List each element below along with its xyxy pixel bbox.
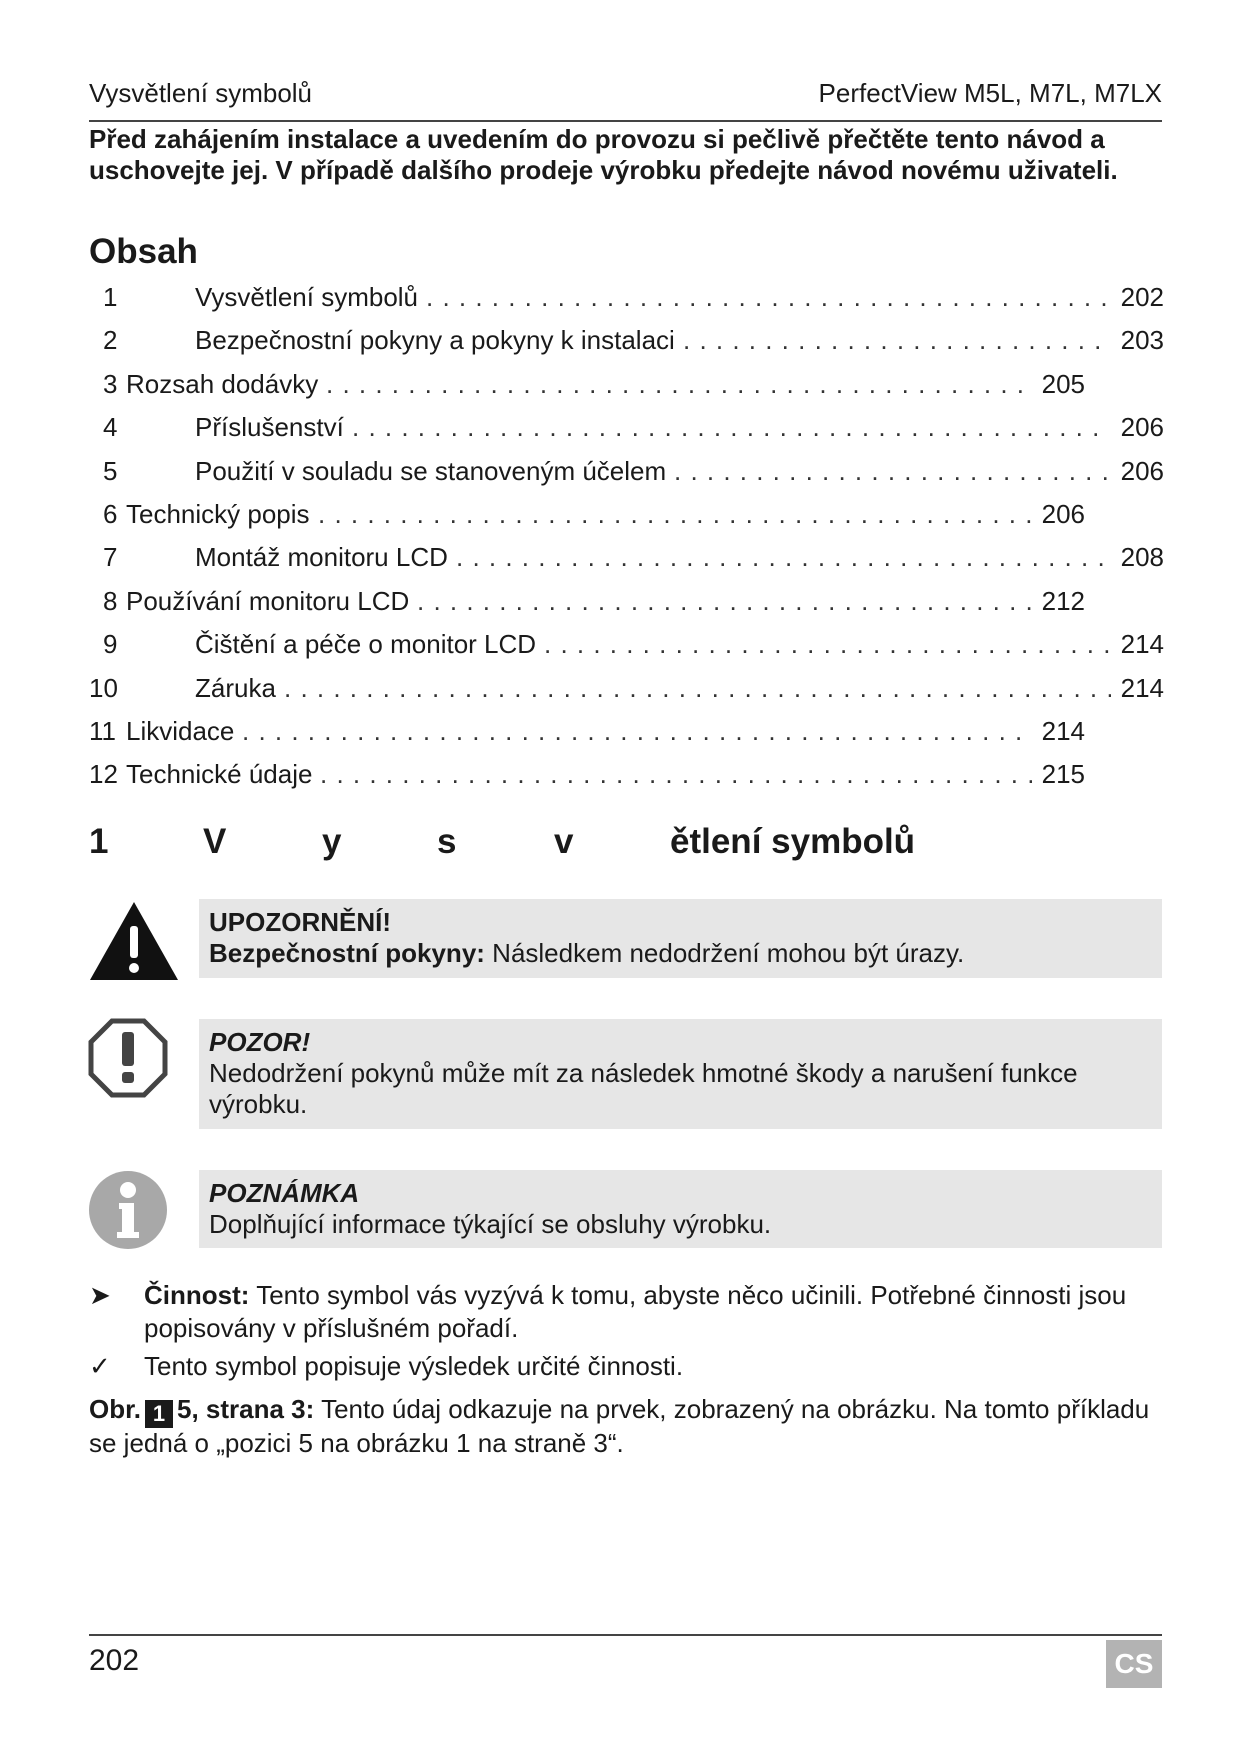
toc-leader-dots [674,456,1111,488]
toc-entry-number: 5 [103,455,118,486]
toc-entry-label: Používání monitoru LCD [126,585,410,616]
checkmark-icon: ✓ [89,1351,111,1381]
toc-entry[interactable] [89,450,1164,493]
toc-entry-label: Záruka [195,672,276,703]
toc-entry-number: 2 [103,325,118,356]
footer-rule [89,1634,1162,1636]
toc-entry[interactable] [89,710,1164,753]
figure-number-badge: 1 [145,1400,173,1428]
toc-leader-dots [417,586,1032,618]
figure-ref-label: Obr. [89,1394,142,1424]
toc-entry-label: Technický popis [126,498,310,529]
toc-entry-number: 8 [103,585,118,616]
toc-entry-page: 212 [1041,585,1085,616]
toc-entry-page: 206 [1041,498,1085,529]
toc-leader-dots [320,759,1032,791]
figure-reference [89,1394,1164,1459]
toc-leader-dots [426,282,1111,314]
section-title-part: ětlení symbolů [670,822,916,861]
caution-octagon-icon [88,1018,168,1098]
table-of-contents [89,276,1164,797]
toc-leader-dots [352,412,1111,444]
result-text: Tento symbol popisuje výsledek určité činnosti. [144,1351,684,1381]
toc-leader-dots [456,542,1111,574]
toc-entry-label: Čištění a péče o monitor LCD [195,629,537,660]
toc-leader-dots [683,325,1111,357]
toc-entry-page: 202 [1120,282,1164,312]
toc-entry[interactable] [89,580,1164,623]
toc-entry-label: Rozsah dodávky [126,368,319,399]
warning-text: Následkem nedodržení mohou být úrazy. [492,938,965,968]
intro-notice: Před zahájením instalace a uvedením do provozu si pečlivě přečtěte tento návod a uschovejte jej. V případě dalšího prodeje výrobku předejte návod novému uživateli. [89,124,1118,185]
section-number: 1 [89,822,109,861]
toc-entry-page: 206 [1120,455,1164,486]
toc-entry-number: 10 [89,672,118,703]
toc-entry-label: Příslušenství [195,412,344,443]
toc-entry[interactable] [89,276,1164,319]
toc-leader-dots [242,716,1032,748]
toc-entry-page: 206 [1120,412,1164,443]
toc-entry-number: 7 [103,542,118,573]
toc-leader-dots [544,629,1111,661]
action-paragraph [144,1279,1162,1345]
action-text: Tento symbol vás vyzývá k tomu, abyste něco učinili. Potřebné činnosti jsou popisovány v příslušném pořadí. [144,1280,1127,1343]
toc-entry[interactable] [89,536,1164,579]
toc-entry-label: Použití v souladu se stanoveným účelem [195,455,667,486]
toc-entry[interactable] [89,319,1164,362]
warning-label: Bezpečnostní pokyny: [209,938,485,968]
figure-ref-text: Tento údaj odkazuje na prvek, zobrazený na obrázku. Na tomto příkladu se jedná o „pozici 5 na obrázku 1 na straně 3“. [89,1394,1150,1458]
language-tab: CS [1106,1640,1162,1688]
toc-entry-page: 205 [1041,368,1085,399]
caution-text: Nedodržení pokynů může mít za následek hmotné škody a narušení funkce výrobku. [209,1058,1078,1119]
toc-entry-label: Bezpečnostní pokyny a pokyny k instalaci [195,325,675,356]
note-title: POZNÁMKA [209,1178,360,1208]
section-title-part: V [203,822,227,861]
toc-entry-page: 215 [1041,759,1085,790]
figure-ref-pos: 5, strana 3: [177,1394,315,1424]
toc-leader-dots [284,673,1111,705]
toc-entry-page: 214 [1120,672,1164,703]
toc-entry[interactable] [89,406,1164,449]
header-section-title: Vysvětlení symbolů [89,78,313,108]
toc-entry-page: 214 [1120,629,1164,660]
warning-box [199,899,1162,978]
note-text: Doplňující informace týkající se obsluhy výrobku. [209,1209,772,1239]
header-rule [89,120,1162,122]
toc-entry-number: 11 [89,715,116,746]
toc-entry-number: 1 [103,282,118,312]
toc-leader-dots [326,369,1032,401]
toc-entry-number: 4 [103,412,118,443]
toc-entry-page: 208 [1120,542,1164,573]
toc-entry[interactable] [89,623,1164,666]
toc-title: Obsah [89,232,198,271]
toc-entry-label: Vysvětlení symbolů [195,282,419,312]
toc-entry[interactable] [89,493,1164,536]
toc-entry-label: Montáž monitoru LCD [195,542,448,573]
caution-title: POZOR! [209,1027,311,1057]
toc-entry[interactable] [89,667,1164,710]
warning-title: UPOZORNĚNÍ! [209,907,391,937]
action-label: Činnost: [144,1280,250,1310]
toc-entry-number: 6 [103,498,118,529]
section-title-part: v [554,822,574,861]
page-number: 202 [89,1644,140,1677]
action-arrow-icon: ➤ [89,1280,111,1310]
info-icon [88,1170,168,1250]
section-title-part: s [437,822,457,861]
toc-entry-number: 9 [103,629,118,660]
caution-box [199,1019,1162,1129]
toc-entry[interactable] [89,753,1164,796]
note-box [199,1170,1162,1248]
section-title-part: y [322,822,342,861]
warning-triangle-icon [88,900,180,982]
toc-leader-dots [318,499,1032,531]
header-product-name: PerfectView M5L, M7L, M7LX [818,78,1162,108]
toc-entry-label: Likvidace [126,715,235,746]
toc-entry[interactable] [89,363,1164,406]
toc-entry-page: 203 [1120,325,1164,356]
toc-entry-number: 12 [89,759,118,790]
toc-entry-number: 3 [103,368,118,399]
toc-entry-label: Technické údaje [126,759,313,790]
toc-entry-page: 214 [1041,715,1085,746]
